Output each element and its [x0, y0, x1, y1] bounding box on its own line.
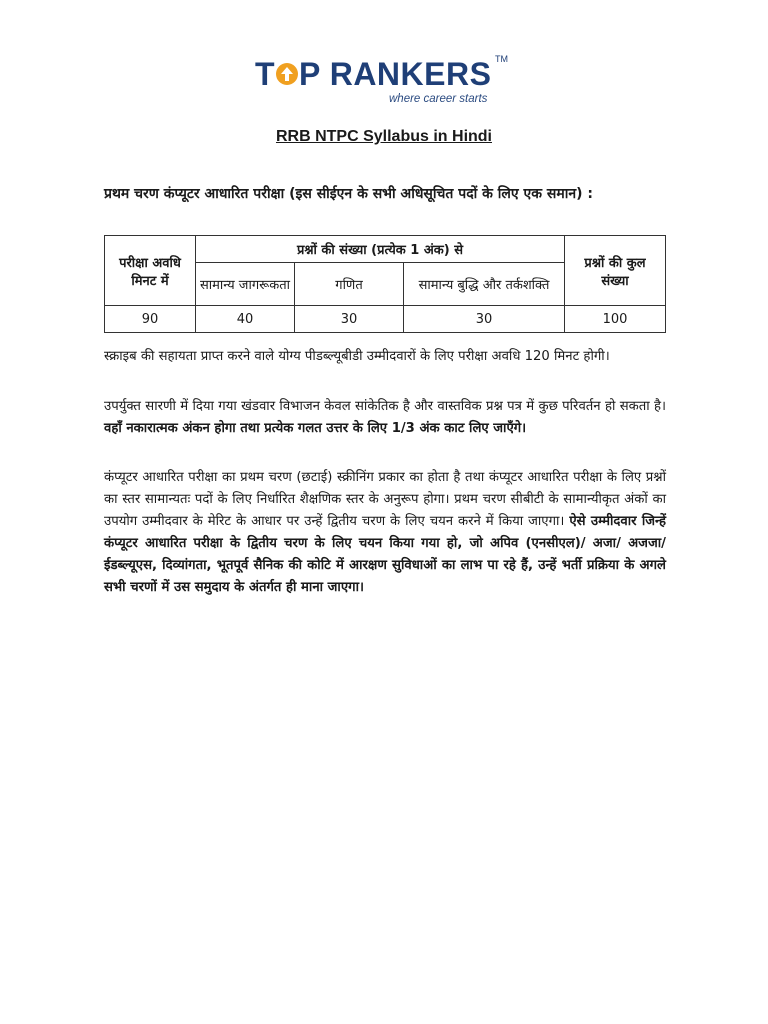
cell-math: 30 — [295, 306, 404, 333]
logo-text-part1: T — [255, 56, 276, 92]
page-title: RRB NTPC Syllabus in Hindi — [275, 128, 492, 145]
syllabus-table — [104, 235, 666, 333]
cell-reasoning: 30 — [404, 306, 565, 333]
logo-tagline: where career starts — [389, 93, 488, 105]
subheader-general-awareness: सामान्य जागरूकता — [196, 263, 295, 306]
subheader-mathematics: गणित — [295, 263, 404, 306]
paragraph-screening-bold: ऐसे उम्मीदवार जिन्हें कंप्यूटर आधारित परीक्षा के द्वितीय चरण के लिए चयन किया गया हो, जो अपिव (एनसीएल)/ अजा/ अजजा/ईडब्ल्यूएस, दिव्यांगता, भूतपूर्व सैनिक की कोटि में आरक्षण सुविधाओं का लाभ पा रहे हैं, उन्हें भर्ती प्रक्रिया के अगले सभी चरणों में उस समुदाय के अंतर्गत ही माना जाएगा। — [104, 514, 666, 595]
cell-duration: 90 — [105, 306, 196, 333]
paragraph-negative-marking-bold: वहाँ नकारात्मक अंकन होगा तथा प्रत्येक गलत उत्तर के लिए 1/3 अंक काट लिए जाएँगे। — [104, 421, 527, 436]
logo-trademark: TM — [495, 54, 508, 64]
cell-total: 100 — [565, 306, 666, 333]
header-total: प्रश्नों की कुल संख्या — [565, 236, 666, 306]
top-rankers-logo — [255, 56, 515, 112]
header-duration: परीक्षा अवधि मिनट में — [105, 236, 196, 306]
table-row — [105, 306, 666, 333]
logo-text-part2: P RANKERS — [299, 56, 492, 92]
paragraph-scribe: स्क्राइब की सहायता प्राप्त करने वाले योग्य पीडब्ल्यूबीडी उम्मीदवारों के लिए परीक्षा अवधि 120 मिनट होगी। — [104, 349, 610, 364]
paragraph-negative-marking — [104, 396, 666, 440]
logo-arrow-icon — [276, 63, 298, 85]
section-heading: प्रथम चरण कंप्यूटर आधारित परीक्षा (इस सीईएन के सभी अधिसूचित पदों के लिए एक समान) : — [104, 186, 593, 202]
table-header-row — [105, 236, 666, 263]
paragraph-negative-marking-text: उपर्युक्त सारणी में दिया गया खंडवार विभाजन केवल सांकेतिक है और वास्तविक प्रश्न पत्र में कुछ परिवर्तन हो सकता है। — [104, 399, 666, 414]
paragraph-screening — [104, 467, 666, 599]
cell-general: 40 — [196, 306, 295, 333]
header-questions: प्रश्नों की संख्या (प्रत्येक 1 अंक) से — [196, 236, 565, 263]
subheader-reasoning: सामान्य बुद्धि और तर्कशक्ति — [404, 263, 565, 306]
paragraph-screening-text: कंप्यूटर आधारित परीक्षा का प्रथम चरण (छटाई) स्क्रीनिंग प्रकार का होता है तथा कंप्यूटर आधारित परीक्षा के लिए प्रश्नों का स्तर सामान्यतः पदों के लिए निर्धारित शैक्षणिक स्तर के अनुरूप होगा। प्रथम चरण सीबीटी के सामान्यीकृत अंकों का उपयोग उम्मीदवार के मेरिट के आधार पर उन्हें द्वितीय चरण के लिए चयन करने में किया जाएगा। — [104, 470, 666, 529]
logo-wordmark — [255, 56, 515, 92]
